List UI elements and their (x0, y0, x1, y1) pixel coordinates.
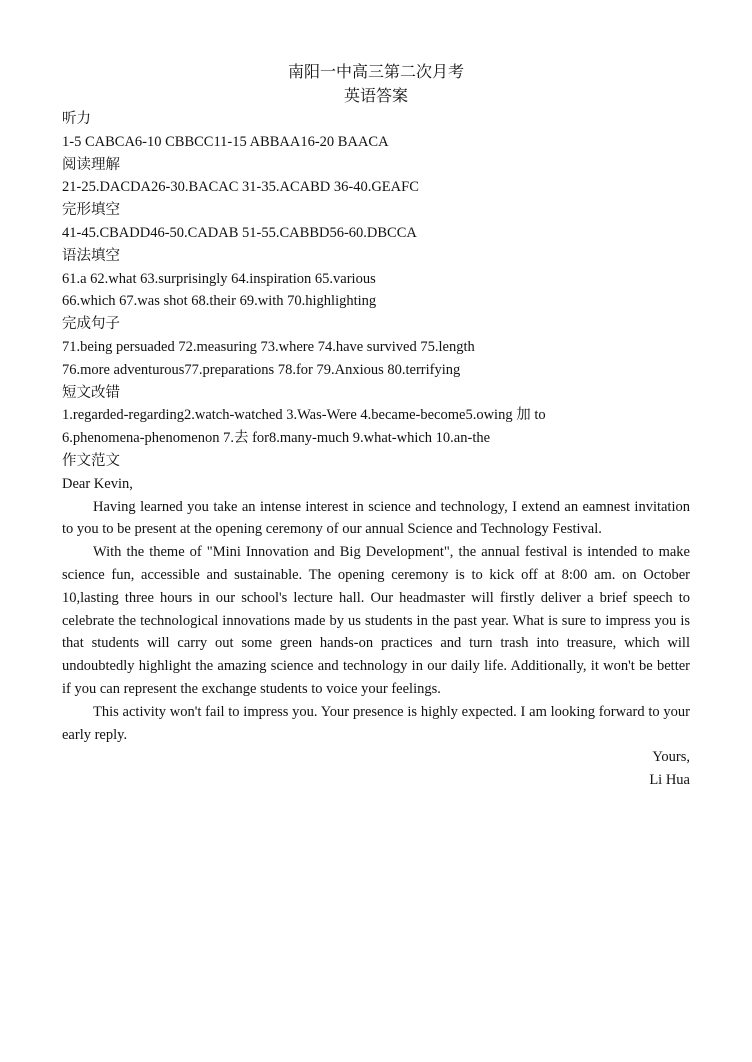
error-correction-line-1: 1.regarded-regarding2.watch-watched 3.Was-Were 4.became-become5.owing 加 to (62, 407, 546, 424)
essay-closing: Yours, (652, 749, 690, 766)
essay-paragraph-3: This activity won't fail to impress you. Your presence is highly expected. I am looking forward to your early reply. (62, 703, 690, 743)
essay-signature: Li Hua (649, 772, 690, 789)
error-correction-heading: 短文改错 (62, 384, 120, 401)
error-correction-line-2: 6.phenomena-phenomenon 7.去 for8.many-much 9.what-which 10.an-the (62, 430, 491, 447)
reading-answers: 21-25.DACDA26-30.BACAC 31-35.ACABD 36-40.GEAFC (62, 179, 419, 196)
sentence-answers-line-1: 71.being persuaded 72.measuring 73.where 74.have survived 75.length (62, 338, 475, 355)
grammar-answers-line-1: 61.a 62.what 63.surprisingly 64.inspiration 65.various (62, 270, 376, 287)
listening-answers: 1-5 CABCA6-10 CBBCC11-15 ABBAA16-20 BAACA (62, 133, 389, 150)
page-title: 南阳一中高三第二次月考 (287, 64, 464, 81)
grammar-heading: 语法填空 (62, 247, 120, 264)
listening-heading: 听力 (62, 111, 91, 127)
essay-paragraph-2: With the theme of "Mini Innovation and Big Development", the annual festival is intended to make science fun, accessible and sustainable. The opening ceremony is to kick off at 8:00 am. on October 10,lasting three hours in our school's lecture hall. Our headmaster will firstly deliver a brief speech to celebrate the technological innovations made by us students in the past year. What is sure to impress you is that students will carry out some green hands-on practices and turn trash into treasure, which will undoubtedly highlight the amazing science and technology in our daily life. Additionally, it won't be better if you can represent the exchange students to voice your feelings. (62, 544, 690, 697)
cloze-heading: 完形填空 (62, 202, 120, 219)
grammar-answers-line-2: 66.which 67.was shot 68.their 69.with 70.highlighting (62, 293, 377, 310)
sentence-completion-heading: 完成句子 (62, 316, 120, 333)
page-subtitle: 英语答案 (343, 88, 408, 105)
reading-heading: 阅读理解 (62, 156, 120, 173)
answer-body (62, 108, 690, 792)
sentence-answers-line-2: 76.more adventurous77.preparations 78.for 79.Anxious 80.terrifying (62, 361, 461, 378)
essay-salutation: Dear Kevin, (62, 475, 133, 492)
essay-heading: 作文范文 (62, 452, 120, 469)
essay-paragraph-1: Having learned you take an intense interest in science and technology, I extend an eamnest invitation to you to be present at the opening ceremony of our annual Science and Technology Festival. (62, 498, 690, 538)
cloze-answers: 41-45.CBADD46-50.CADAB 51-55.CABBD56-60.DBCCA (62, 224, 417, 241)
